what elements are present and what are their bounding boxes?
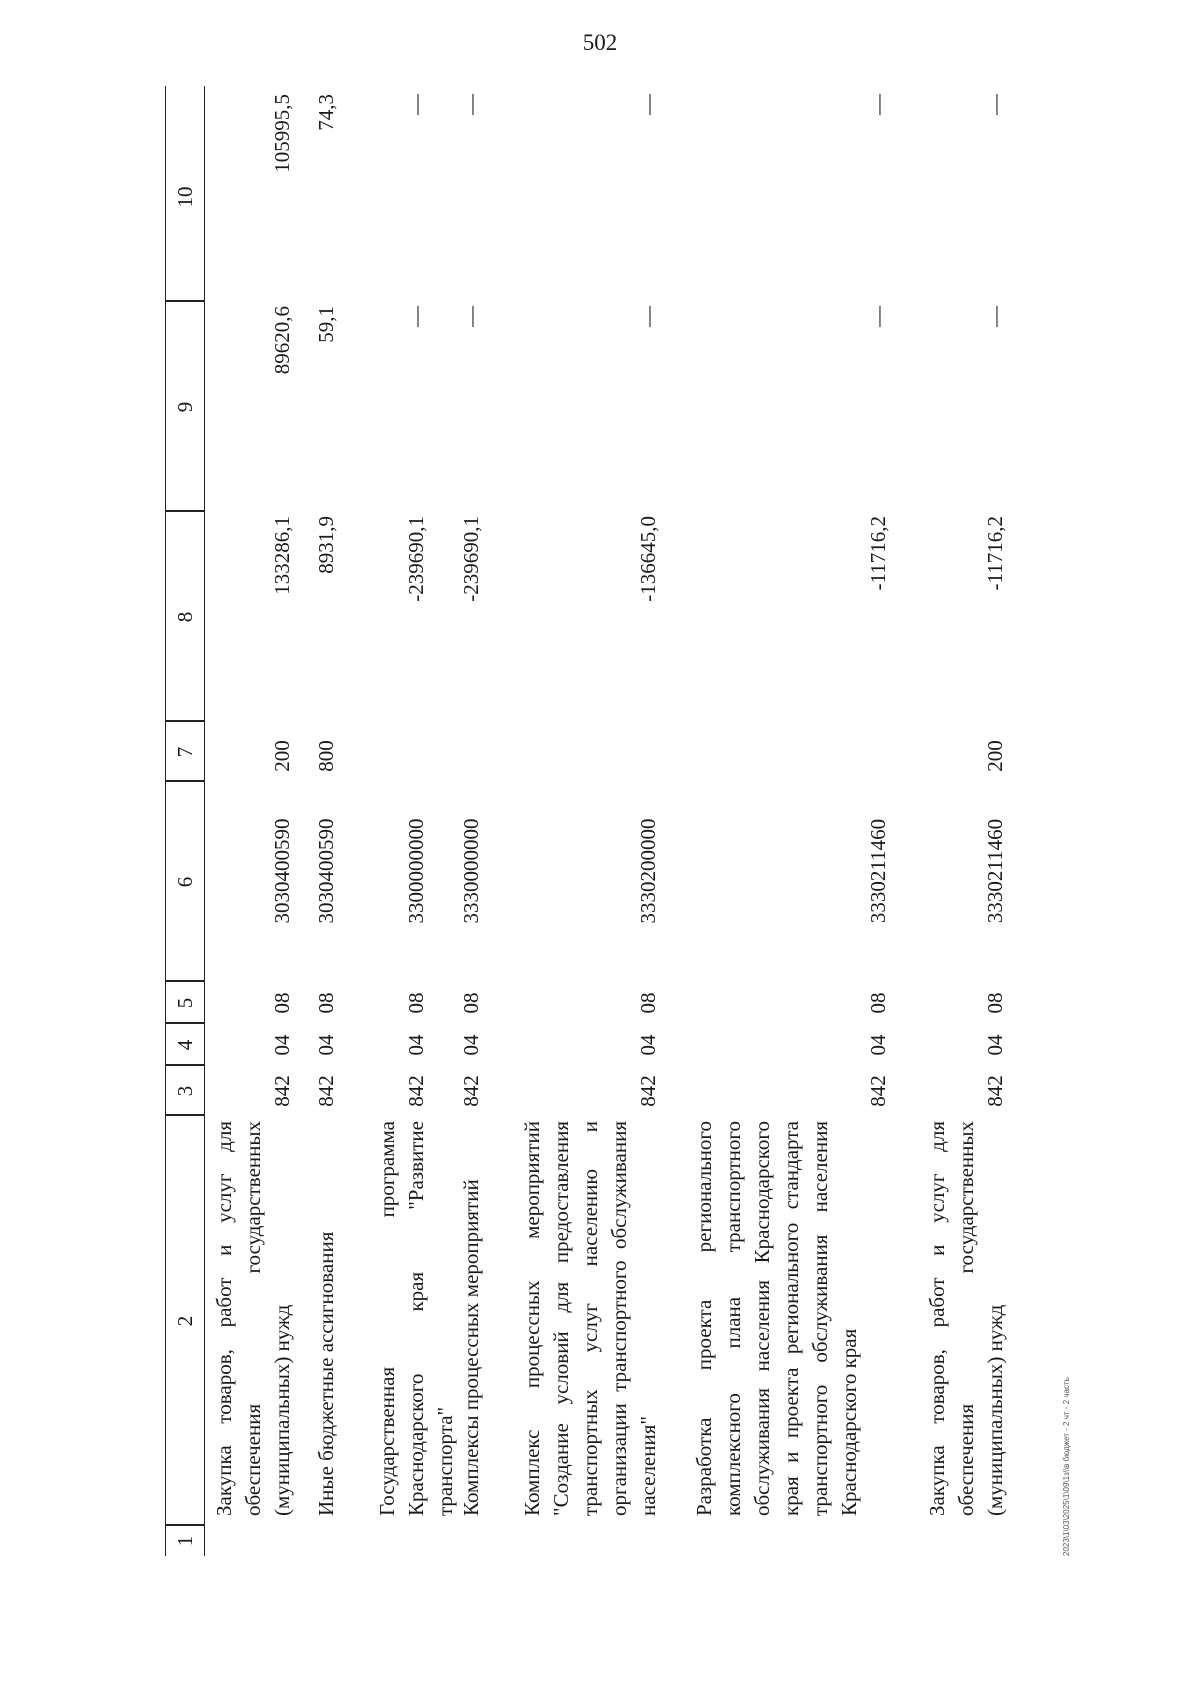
row-c10: — bbox=[404, 94, 428, 115]
row-name: Иные бюджетные ассигнования bbox=[314, 1231, 338, 1516]
row-c3: 842 bbox=[404, 1075, 428, 1107]
row-c10: — bbox=[983, 94, 1007, 115]
header-col-1: 1 bbox=[173, 1535, 197, 1547]
row-c8: 8931,9 bbox=[314, 516, 338, 574]
row-name: Закупка товаров, работ и услуг для обеспечения государственных (муниципальных) нужд bbox=[212, 1121, 294, 1516]
row-c4: 04 bbox=[866, 1034, 890, 1056]
row-c10: — bbox=[636, 94, 660, 115]
row-c4: 04 bbox=[636, 1034, 660, 1056]
row-c5: 08 bbox=[636, 992, 660, 1014]
header-col-8: 8 bbox=[173, 611, 197, 623]
header-col-4: 4 bbox=[173, 1039, 197, 1051]
row-c3: 842 bbox=[270, 1075, 294, 1107]
row-c9: 59,1 bbox=[314, 306, 338, 343]
header-col-5: 5 bbox=[173, 997, 197, 1009]
header-col-6: 6 bbox=[173, 876, 197, 888]
row-c10: — bbox=[459, 94, 483, 115]
row-c5: 08 bbox=[270, 992, 294, 1014]
row-name: Государственная программа Краснодарского края "Развитие транспорта" bbox=[375, 1121, 457, 1516]
row-c4: 04 bbox=[459, 1034, 483, 1056]
row-c8: -239690,1 bbox=[459, 516, 483, 602]
header-col-2: 2 bbox=[173, 1315, 197, 1327]
header-col-9: 9 bbox=[173, 401, 197, 413]
row-c6: 3330000000 bbox=[459, 818, 483, 924]
row-c6: 3030400590 bbox=[314, 818, 338, 924]
row-name: Комплекс процессных мероприятий "Создание условий для предоставления транспортных услуг населению и организации транспортного обслуживания населения" bbox=[520, 1121, 660, 1516]
rotated-budget-table bbox=[165, 86, 1125, 1556]
row-c6: 3330200000 bbox=[636, 818, 660, 924]
row-c6: 3030400590 bbox=[270, 818, 294, 924]
row-name: Закупка товаров, работ и услуг для обеспечения государственных (муниципальных) нужд bbox=[925, 1121, 1007, 1516]
row-c5: 08 bbox=[314, 992, 338, 1014]
row-c9: — bbox=[866, 306, 890, 327]
row-c3: 842 bbox=[636, 1075, 660, 1107]
row-c8: -11716,2 bbox=[983, 516, 1007, 591]
row-c6: 3300000000 bbox=[404, 818, 428, 924]
header-col-10: 10 bbox=[173, 186, 197, 208]
row-c8: -11716,2 bbox=[866, 516, 890, 591]
row-c4: 04 bbox=[270, 1034, 294, 1056]
row-c5: 08 bbox=[459, 992, 483, 1014]
row-c3: 842 bbox=[866, 1075, 890, 1107]
file-path-footer: 2023\1\03\2025\1\09\1з\\в бюджет - 2 чт - 2 часть bbox=[1062, 1377, 1071, 1556]
row-c5: 08 bbox=[404, 992, 428, 1014]
row-c9: — bbox=[404, 306, 428, 327]
row-c5: 08 bbox=[866, 992, 890, 1014]
row-c9: — bbox=[636, 306, 660, 327]
row-c3: 842 bbox=[459, 1075, 483, 1107]
row-c4: 04 bbox=[983, 1034, 1007, 1056]
row-c6: 3330211460 bbox=[983, 818, 1007, 924]
row-name: Комплексы процессных мероприятий bbox=[459, 1179, 483, 1516]
row-c10: 105995,5 bbox=[270, 94, 294, 173]
table-header bbox=[165, 86, 205, 1556]
row-name: Разработка проекта регионального комплексного плана транспортного обслуживания населения Краснодарского края и проекта регионального стандарта транспортного обслуживания населения Краснодарского края bbox=[692, 1121, 861, 1516]
row-c9: 89620,6 bbox=[270, 306, 294, 375]
row-c3: 842 bbox=[314, 1075, 338, 1107]
row-c4: 04 bbox=[314, 1034, 338, 1056]
row-c7: 200 bbox=[270, 740, 294, 772]
row-c10: 74,3 bbox=[314, 94, 338, 131]
row-c4: 04 bbox=[404, 1034, 428, 1056]
row-c8: 133286,1 bbox=[270, 516, 294, 595]
row-c8: -136645,0 bbox=[636, 516, 660, 602]
row-c9: — bbox=[983, 306, 1007, 327]
row-c6: 3330211460 bbox=[866, 818, 890, 924]
row-c8: -239690,1 bbox=[404, 516, 428, 602]
header-col-3: 3 bbox=[173, 1085, 197, 1097]
page-number: 502 bbox=[582, 30, 618, 55]
row-c9: — bbox=[459, 306, 483, 327]
row-c7: 800 bbox=[314, 740, 338, 772]
row-c7: 200 bbox=[983, 740, 1007, 772]
row-c10: — bbox=[866, 94, 890, 115]
row-c3: 842 bbox=[983, 1075, 1007, 1107]
header-col-7: 7 bbox=[173, 746, 197, 758]
row-c5: 08 bbox=[983, 992, 1007, 1014]
